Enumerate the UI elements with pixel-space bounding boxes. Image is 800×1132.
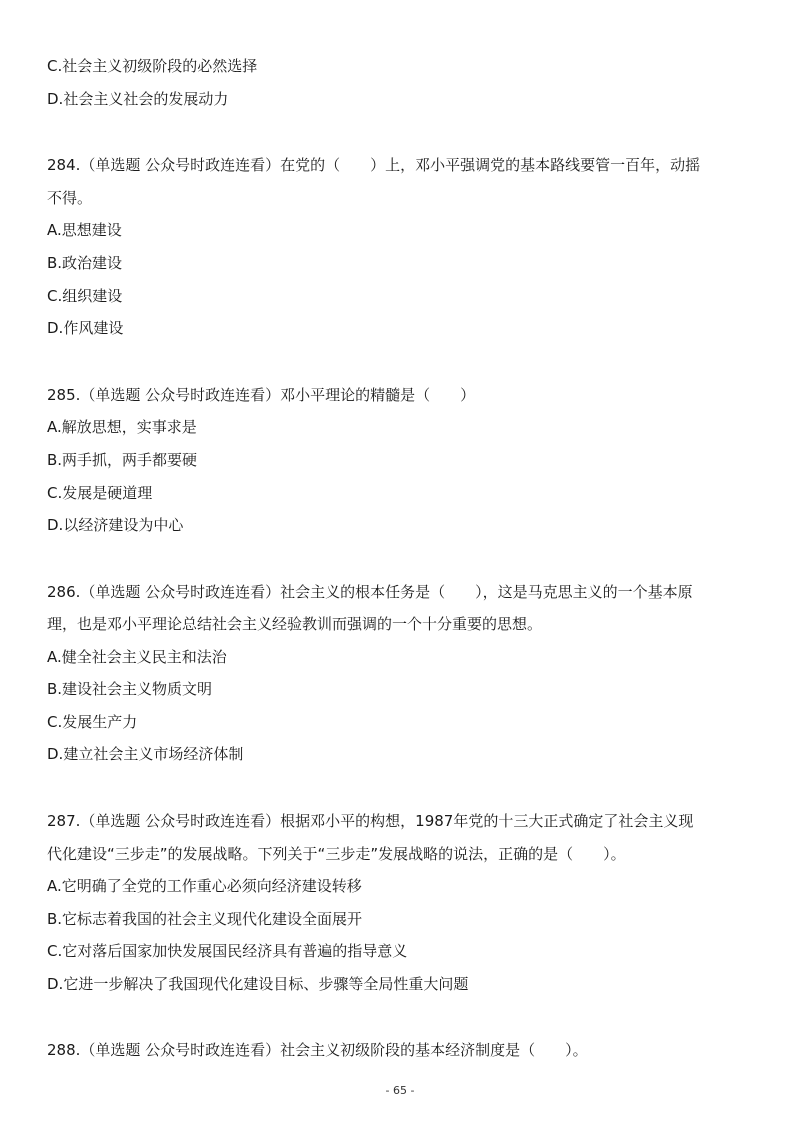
question-text: 286.（单选题 公众号时政连连看）社会主义的根本任务是（ ），这是马克思主义的一个基本原: [47, 583, 693, 601]
question-text: 代化建设“三步走”的发展战略。下列关于“三步走”发展战略的说法，正确的是（ ）。: [47, 845, 626, 863]
question-text: 288.（单选题 公众号时政连连看）社会主义初级阶段的基本经济制度是（ ）。: [47, 1041, 588, 1059]
option-d: D.建立社会主义市场经济体制: [47, 745, 244, 763]
option-a: A.健全社会主义民主和法治: [47, 648, 227, 666]
option-d: D.它进一步解决了我国现代化建设目标、步骤等全局性重大问题: [47, 975, 469, 993]
option-a: A.解放思想，实事求是: [47, 418, 197, 436]
option-b: B.政治建设: [47, 254, 123, 272]
question-text: 284.（单选题 公众号时政连连看）在党的（ ）上，邓小平强调党的基本路线要管一百年，动摇: [47, 156, 701, 174]
option-b: B.建设社会主义物质文明: [47, 680, 213, 698]
question-text: 理，也是邓小平理论总结社会主义经验教训而强调的一个十分重要的思想。: [47, 615, 543, 633]
page-number: - 65 -: [385, 1084, 415, 1097]
question-text: 287.（单选题 公众号时政连连看）根据邓小平的构想，1987年党的十三大正式确定了社会主义现: [47, 812, 694, 830]
question-text: 不得。: [47, 189, 93, 207]
option-c: C.它对落后国家加快发展国民经济具有普遍的指导意义: [47, 942, 408, 960]
option-d: D.作风建设: [47, 319, 124, 337]
option-c: C.组织建设: [47, 287, 123, 305]
option-d: D.以经济建设为中心: [47, 516, 184, 534]
option-a: A.思想建设: [47, 221, 122, 239]
option-d: D.社会主义社会的发展动力: [47, 90, 229, 108]
question-text: 285.（单选题 公众号时政连连看）邓小平理论的精髓是（ ）: [47, 386, 476, 404]
option-c: C.发展生产力: [47, 713, 138, 731]
option-b: B.两手抓，两手都要硬: [47, 451, 198, 469]
option-a: A.它明确了全党的工作重心必须向经济建设转移: [47, 877, 362, 895]
option-c: C.发展是硬道理: [47, 484, 153, 502]
option-b: B.它标志着我国的社会主义现代化建设全面展开: [47, 910, 363, 928]
option-c: C.社会主义初级阶段的必然选择: [47, 57, 258, 75]
